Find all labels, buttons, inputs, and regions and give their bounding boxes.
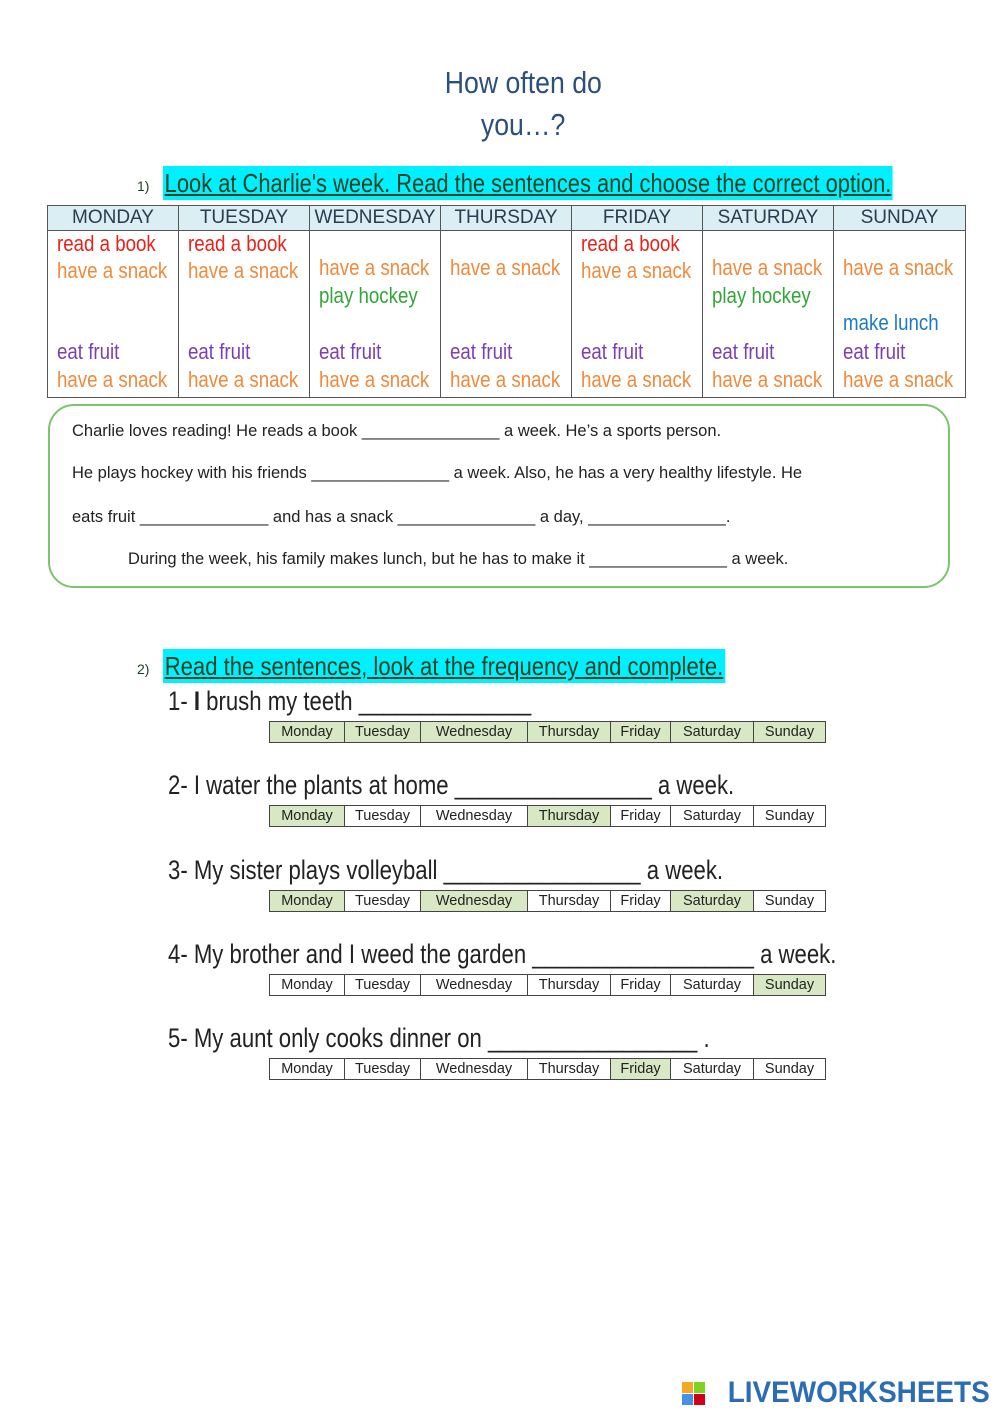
day-header-monday: MONDAY	[48, 206, 179, 231]
weekday-cell-saturday: Saturday	[671, 891, 754, 912]
exercise-4-sentence	[168, 939, 836, 970]
liveworksheets-footer	[682, 1376, 990, 1410]
section-1-title: Look at Charlie's week. Read the sentences and choose the correct option.	[165, 168, 892, 198]
activity-have-snack: have a snack	[581, 258, 692, 283]
weekday-cell-saturday: Saturday	[671, 806, 754, 827]
day-cell-friday	[572, 231, 703, 398]
activity-read-book: read a book	[57, 231, 156, 256]
activity-read-book: read a book	[581, 231, 680, 256]
weekday-cell-tuesday: Tuesday	[345, 1059, 421, 1080]
weekday-cell-wednesday: Wednesday	[421, 975, 528, 996]
activity-eat-fruit: eat fruit	[450, 339, 513, 364]
activity-have-snack: have a snack	[57, 367, 168, 392]
weekday-cell-sunday: Sunday	[754, 1059, 826, 1080]
day-header-saturday: SATURDAY	[703, 206, 834, 231]
day-cell-tuesday	[179, 231, 310, 398]
exercise-text: I water the plants at home ________________ a week.	[187, 770, 735, 800]
weekday-cell-monday: Monday	[270, 1059, 345, 1080]
title-line-2: you…?	[481, 107, 566, 142]
exercise-text: My aunt only cooks dinner on _________________ .	[187, 1023, 710, 1053]
weekday-cell-monday: Monday	[270, 806, 345, 827]
logo-square	[682, 1382, 693, 1393]
activity-read-book: read a book	[188, 231, 287, 256]
weekday-cell-thursday: Thursday	[528, 806, 611, 827]
day-cell-sunday	[834, 231, 966, 398]
weekday-cell-wednesday: Wednesday	[421, 1059, 528, 1080]
exercise-number: 1-	[168, 686, 188, 716]
weekday-cell-wednesday: Wednesday	[421, 722, 528, 743]
weekday-cell-wednesday: Wednesday	[421, 891, 528, 912]
charlie-week-table	[47, 205, 966, 398]
activity-eat-fruit: eat fruit	[712, 339, 775, 364]
activity-eat-fruit: eat fruit	[188, 339, 251, 364]
reading-box	[48, 404, 950, 588]
activity-have-snack: have a snack	[712, 255, 823, 280]
section-2-heading	[137, 649, 825, 683]
activity-have-snack: have a snack	[581, 367, 692, 392]
reading-line-3: eats fruit ______________ and has a snack _______________ a day, _______________.	[72, 508, 731, 526]
exercise-1-sentence	[168, 686, 531, 717]
exercise-3-days	[269, 890, 826, 912]
day-cell-thursday	[441, 231, 572, 398]
weekday-cell-monday: Monday	[270, 891, 345, 912]
exercise-4-days	[269, 974, 826, 996]
section-1-number: 1)	[137, 178, 150, 194]
reading-line-4: During the week, his family makes lunch, but he has to make it _______________ a week.	[128, 550, 789, 568]
activity-make-lunch: make lunch	[843, 310, 939, 335]
weekday-cell-tuesday: Tuesday	[345, 975, 421, 996]
exercise-number: 4-	[168, 939, 188, 969]
activity-eat-fruit: eat fruit	[319, 339, 382, 364]
weekday-cell-friday: Friday	[611, 975, 671, 996]
section-2-number: 2)	[137, 661, 150, 677]
weekday-cell-sunday: Sunday	[754, 891, 826, 912]
exercise-text: My brother and I weed the garden __________________ a week.	[187, 939, 837, 969]
activity-have-snack: have a snack	[188, 367, 299, 392]
exercise-1-days	[269, 721, 826, 743]
day-header-sunday: SUNDAY	[834, 206, 966, 231]
weekday-cell-thursday: Thursday	[528, 891, 611, 912]
weekday-cell-saturday: Saturday	[671, 1059, 754, 1080]
exercise-3-sentence	[168, 855, 723, 886]
exercise-number: 5-	[168, 1023, 188, 1053]
weekday-cell-saturday: Saturday	[671, 975, 754, 996]
activity-have-snack: have a snack	[188, 258, 299, 283]
day-header-wednesday: WEDNESDAY	[310, 206, 441, 231]
activity-have-snack: have a snack	[319, 367, 430, 392]
worksheet-title	[0, 62, 1000, 146]
exercise-text: brush my teeth ______________	[200, 686, 532, 716]
weekday-cell-thursday: Thursday	[528, 1059, 611, 1080]
title-line-1: How often do	[444, 65, 603, 100]
brand-name[interactable]: LIVEWORKSHEETS	[728, 1376, 990, 1409]
day-header-thursday: THURSDAY	[441, 206, 572, 231]
activity-eat-fruit: eat fruit	[581, 339, 644, 364]
weekday-cell-tuesday: Tuesday	[345, 722, 421, 743]
section-2-title: Read the sentences, look at the frequency and complete.	[165, 651, 724, 681]
day-header-tuesday: TUESDAY	[179, 206, 310, 231]
logo-square	[682, 1394, 693, 1405]
section-1-heading	[137, 166, 1000, 200]
activity-play-hockey: play hockey	[712, 283, 811, 308]
exercise-bold-word: I	[193, 686, 201, 716]
activity-have-snack: have a snack	[450, 255, 561, 280]
exercise-number: 2-	[168, 770, 188, 800]
weekday-cell-friday: Friday	[611, 806, 671, 827]
activity-have-snack: have a snack	[843, 367, 954, 392]
activity-eat-fruit: eat fruit	[843, 339, 906, 364]
weekday-cell-sunday: Sunday	[754, 806, 826, 827]
day-cell-wednesday	[310, 231, 441, 398]
exercise-2-sentence	[168, 770, 734, 801]
activity-play-hockey: play hockey	[319, 283, 418, 308]
exercise-number: 3-	[168, 855, 188, 885]
weekday-cell-friday: Friday	[611, 722, 671, 743]
weekday-cell-wednesday: Wednesday	[421, 806, 528, 827]
logo-square	[694, 1382, 705, 1393]
day-header-friday: FRIDAY	[572, 206, 703, 231]
exercise-text: My sister plays volleyball ________________ a week.	[187, 855, 724, 885]
day-cell-saturday	[703, 231, 834, 398]
activity-have-snack: have a snack	[319, 255, 430, 280]
weekday-cell-saturday: Saturday	[671, 722, 754, 743]
reading-line-2: He plays hockey with his friends _______________ a week. Also, he has a very healthy lifestyle. He	[72, 464, 803, 482]
liveworksheets-logo-icon	[682, 1382, 705, 1405]
weekday-cell-sunday: Sunday	[754, 975, 826, 996]
exercise-5-sentence	[168, 1023, 710, 1054]
weekday-cell-monday: Monday	[270, 722, 345, 743]
activity-have-snack: have a snack	[57, 258, 168, 283]
weekday-cell-tuesday: Tuesday	[345, 806, 421, 827]
activity-have-snack: have a snack	[450, 367, 561, 392]
reading-line-1: Charlie loves reading! He reads a book _______________ a week. He’s a sports person.	[72, 422, 722, 440]
exercise-2-days	[269, 805, 826, 827]
activity-eat-fruit: eat fruit	[57, 339, 120, 364]
activity-have-snack: have a snack	[712, 367, 823, 392]
logo-square	[694, 1394, 705, 1405]
day-cell-monday	[48, 231, 179, 398]
weekday-cell-monday: Monday	[270, 975, 345, 996]
activity-have-snack: have a snack	[843, 255, 954, 280]
weekday-cell-thursday: Thursday	[528, 975, 611, 996]
weekday-cell-friday: Friday	[611, 1059, 671, 1080]
weekday-cell-tuesday: Tuesday	[345, 891, 421, 912]
weekday-cell-friday: Friday	[611, 891, 671, 912]
exercise-5-days	[269, 1058, 826, 1080]
weekday-cell-sunday: Sunday	[754, 722, 826, 743]
weekday-cell-thursday: Thursday	[528, 722, 611, 743]
